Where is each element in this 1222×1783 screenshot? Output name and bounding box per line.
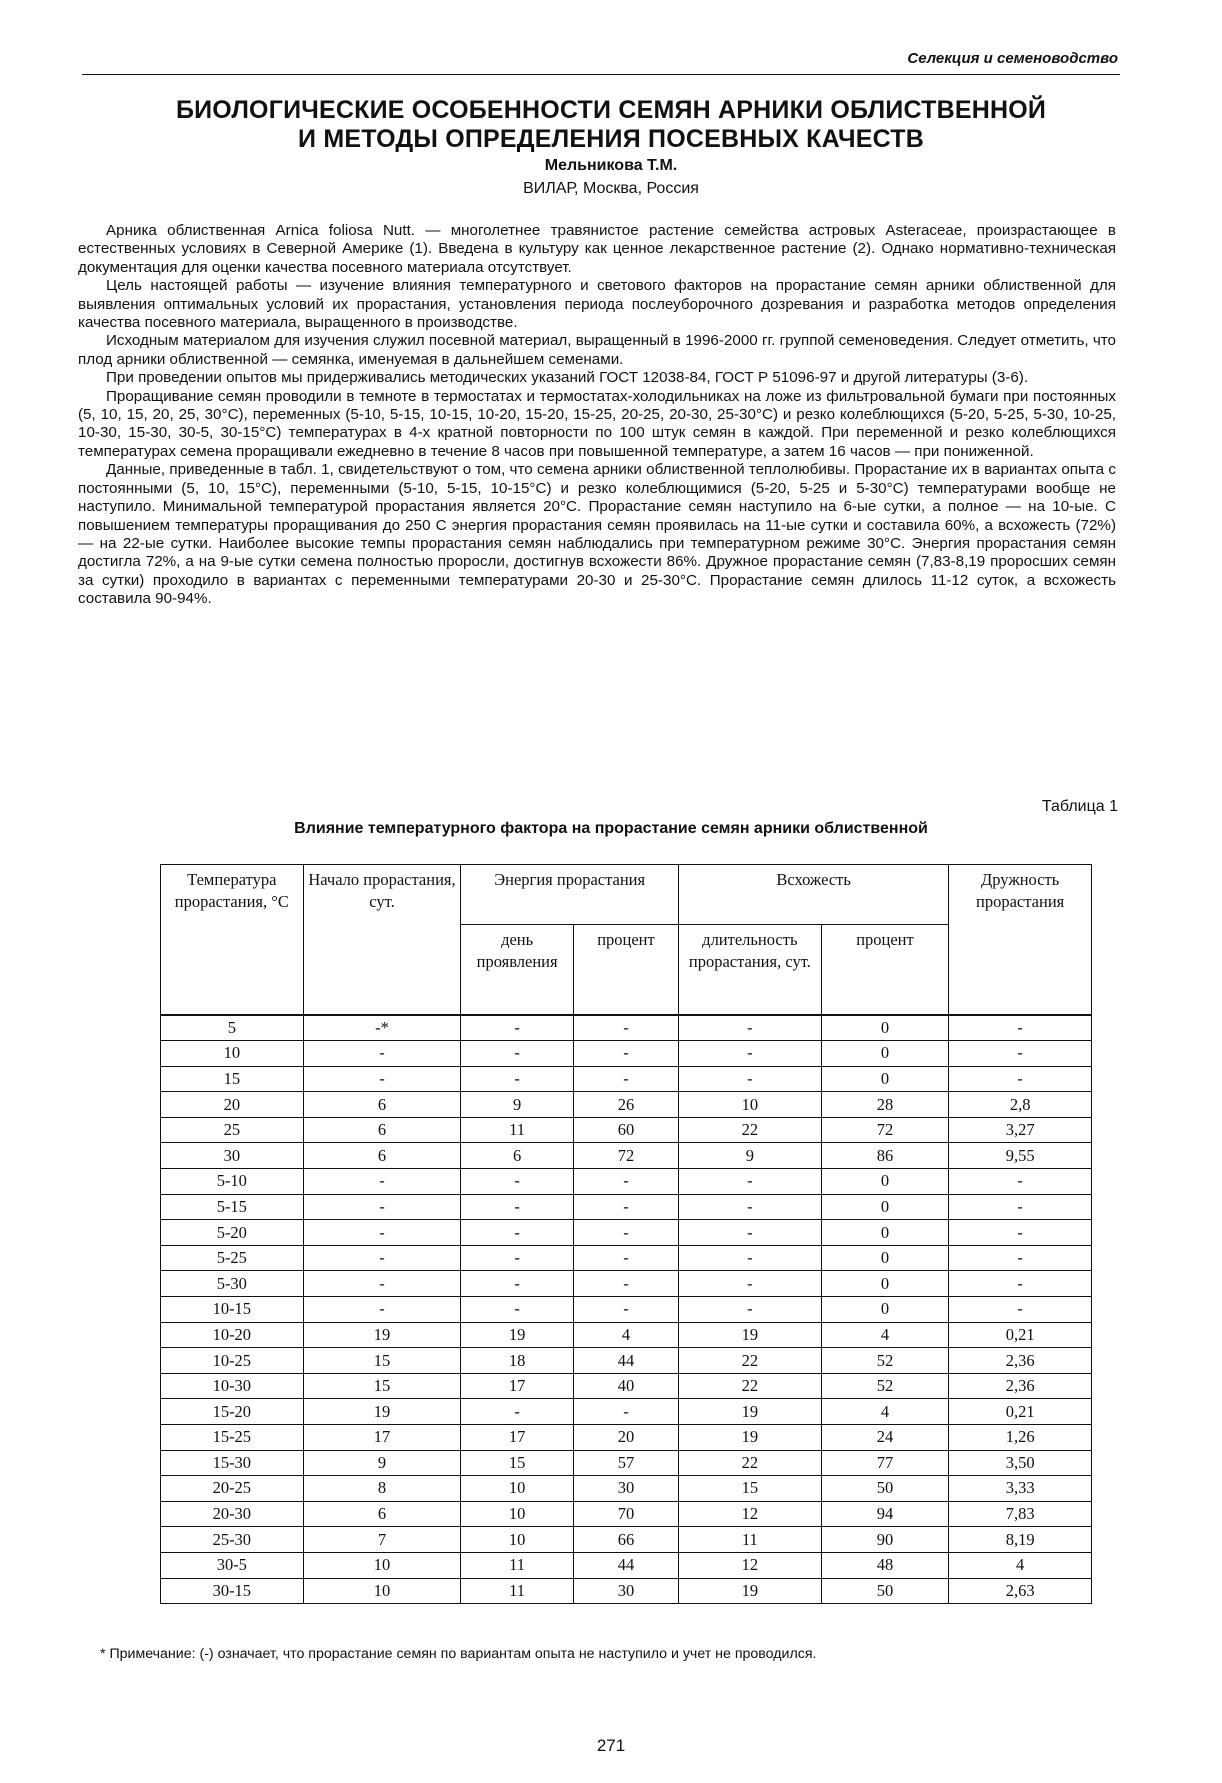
table-cell: 15	[303, 1373, 461, 1399]
table-cell: 15-30	[161, 1450, 304, 1476]
paragraph: Цель настоящей работы — изучение влияния температурного и светового факторов на прорастание семян арники облиственной для выявления оптимальных условий их прорастания, установления периода послеуборочного дозревания и разработка методов определения качества посевного материала, выращенного в производстве.	[78, 277, 1116, 332]
paragraph: Арника облиственная Arnica foliosa Nutt. — многолетнее травянистое растение семейства астровых Asteraceae, произрастающее в естественных условиях в Северной Америке (1). Введена в культуру как ценное лекарственное растение (2). Однако нормативно-техническая документация для оценки качества посевного материала отсутствует.	[78, 222, 1116, 276]
table-cell: 10	[161, 1041, 304, 1067]
table-cell: 4	[949, 1552, 1092, 1578]
table-cell: 3,33	[949, 1476, 1092, 1502]
table-cell: -	[949, 1015, 1092, 1041]
affiliation: ВИЛАР, Москва, Россия	[523, 180, 699, 197]
table-cell: -	[303, 1297, 461, 1323]
table-cell: 10	[461, 1501, 574, 1527]
table-cell: -	[679, 1041, 822, 1067]
table-cell: 5	[161, 1015, 304, 1041]
table-cell: -	[461, 1169, 574, 1195]
table-row	[161, 1348, 1092, 1374]
table-cell: 0	[821, 1297, 949, 1323]
table-cell: 0	[821, 1271, 949, 1297]
table-cell: 19	[303, 1322, 461, 1348]
table-cell: 40	[573, 1373, 678, 1399]
table-cell: 20-25	[161, 1476, 304, 1502]
table-cell: -	[461, 1041, 574, 1067]
table-cell: 12	[679, 1552, 822, 1578]
table-cell: 5-20	[161, 1220, 304, 1246]
col-header-germination: Всхожесть	[679, 865, 949, 925]
col-header-germination-percent: процент	[821, 925, 949, 1015]
table-cell: 2,36	[949, 1348, 1092, 1374]
table-cell: 70	[573, 1501, 678, 1527]
table-cell: -	[949, 1220, 1092, 1246]
table-cell: 11	[461, 1117, 574, 1143]
table-cell: 20-30	[161, 1501, 304, 1527]
article-body	[78, 222, 1116, 609]
table-row	[161, 1066, 1092, 1092]
table-cell: 19	[679, 1578, 822, 1604]
table-cell: 30	[573, 1578, 678, 1604]
title-line-2: И МЕТОДЫ ОПРЕДЕЛЕНИЯ ПОСЕВНЫХ КАЧЕСТВ	[298, 125, 924, 153]
table-cell: 10-15	[161, 1297, 304, 1323]
table-cell: 20	[161, 1092, 304, 1118]
table-cell: 6	[303, 1143, 461, 1169]
table-cell: 5-15	[161, 1194, 304, 1220]
table-row	[161, 1450, 1092, 1476]
germination-table	[160, 864, 1092, 1604]
paragraph: При проведении опытов мы придерживались методических указаний ГОСТ 12038-84, ГОСТ Р 51096-97 и другой литературы (3-6).	[106, 369, 1029, 387]
table-cell: 50	[821, 1476, 949, 1502]
table-cell: 25-30	[161, 1527, 304, 1553]
table-cell: -	[679, 1194, 822, 1220]
table-row	[161, 1297, 1092, 1323]
table-cell: -	[573, 1271, 678, 1297]
table-cell: -	[303, 1194, 461, 1220]
table-cell: 94	[821, 1501, 949, 1527]
table-cell: 0	[821, 1245, 949, 1271]
col-header-friendliness: Дружность прорастания	[949, 865, 1092, 1015]
paragraph: Проращивание семян проводили в темноте в термостатах и термостатах-холодильниках на ложе из фильтровальной бумаги при постоянных (5, 10, 15, 20, 25, 30°С), переменных (5-10, 5-15, 10-15, 10-20, 15-20, 15-25, 20-25, 20-30, 25-30°С) и резко колеблющихся (5-20, 5-25, 5-30, 10-25, 10-30, 15-30, 30-5, 30-15°С) температурах в 4-х кратной повторности по 100 штук семян в каждой. При переменной и резко колеблющихся температурах семена проращивали ежедневно в течение 8 часов при повышенной температуре, а затем 16 часов — при пониженной.	[78, 387, 1116, 460]
table-cell: -	[949, 1169, 1092, 1195]
table-body	[161, 1015, 1092, 1604]
table-cell: -	[573, 1194, 678, 1220]
table-cell: -	[303, 1041, 461, 1067]
table-cell: -	[573, 1297, 678, 1323]
table-cell: -	[303, 1066, 461, 1092]
table-cell: 22	[679, 1348, 822, 1374]
table-cell: 1,26	[949, 1425, 1092, 1451]
table-cell: -	[573, 1399, 678, 1425]
table-cell: 15	[679, 1476, 822, 1502]
table-cell: 52	[821, 1373, 949, 1399]
table-cell: -	[573, 1041, 678, 1067]
table-cell: 9	[461, 1092, 574, 1118]
table-cell: 72	[573, 1143, 678, 1169]
table-row	[161, 1194, 1092, 1220]
table-cell: 2,36	[949, 1373, 1092, 1399]
table-cell: 19	[461, 1322, 574, 1348]
table-row	[161, 1373, 1092, 1399]
table-cell: 26	[573, 1092, 678, 1118]
page-number: 271	[596, 1736, 626, 1755]
table-cell: -	[461, 1220, 574, 1246]
table-cell: 4	[821, 1322, 949, 1348]
table-cell: -	[461, 1271, 574, 1297]
table-cell: -	[949, 1245, 1092, 1271]
table-row	[161, 1527, 1092, 1553]
table-cell: -	[679, 1245, 822, 1271]
table-cell: -	[303, 1220, 461, 1246]
table-cell: 90	[821, 1527, 949, 1553]
table-cell: 15	[461, 1450, 574, 1476]
table-cell: 60	[573, 1117, 678, 1143]
table-cell: -	[949, 1297, 1092, 1323]
title-line-1: БИОЛОГИЧЕСКИЕ ОСОБЕННОСТИ СЕМЯН АРНИКИ ОБЛИСТВЕННОЙ	[175, 96, 1047, 124]
table-cell: 5-30	[161, 1271, 304, 1297]
table-cell: 19	[679, 1425, 822, 1451]
table-cell: 0	[821, 1220, 949, 1246]
table-cell: 77	[821, 1450, 949, 1476]
table-cell: 86	[821, 1143, 949, 1169]
col-header-temperature: Температура прорастания, °С	[161, 865, 304, 1015]
table-row	[161, 1169, 1092, 1195]
table-row	[161, 1399, 1092, 1425]
table-cell: -	[679, 1015, 822, 1041]
article-title	[100, 96, 1122, 154]
table-cell: 20	[573, 1425, 678, 1451]
author: Мельникова Т.М.	[544, 157, 678, 174]
table-cell: 10	[303, 1552, 461, 1578]
table-cell: 3,50	[949, 1450, 1092, 1476]
table-row	[161, 1220, 1092, 1246]
table-cell: 15	[161, 1066, 304, 1092]
table-cell: 25	[161, 1117, 304, 1143]
table-cell: -	[679, 1066, 822, 1092]
table-cell: -	[679, 1271, 822, 1297]
table-cell: 9	[679, 1143, 822, 1169]
table-cell: 10-25	[161, 1348, 304, 1374]
table-row	[161, 1092, 1092, 1118]
table-cell: -*	[303, 1015, 461, 1041]
table-cell: 7,83	[949, 1501, 1092, 1527]
table-cell: 0,21	[949, 1322, 1092, 1348]
table-cell: 10-20	[161, 1322, 304, 1348]
table-cell: -	[461, 1066, 574, 1092]
table-cell: 22	[679, 1450, 822, 1476]
table-cell: 9	[303, 1450, 461, 1476]
table-cell: 11	[461, 1578, 574, 1604]
table-cell: 8,19	[949, 1527, 1092, 1553]
table-cell: -	[573, 1169, 678, 1195]
table-cell: 2,8	[949, 1092, 1092, 1118]
table-row	[161, 1143, 1092, 1169]
table-row	[161, 1476, 1092, 1502]
table-cell: 0	[821, 1041, 949, 1067]
table-cell: 17	[461, 1373, 574, 1399]
table-cell: 15	[303, 1348, 461, 1374]
table-cell: 0	[821, 1194, 949, 1220]
table-cell: 57	[573, 1450, 678, 1476]
table-cell: 0	[821, 1015, 949, 1041]
table-cell: 3,27	[949, 1117, 1092, 1143]
table-row	[161, 1015, 1092, 1041]
header-rule	[82, 74, 1120, 75]
table-cell: 19	[679, 1399, 822, 1425]
table-cell: 19	[679, 1322, 822, 1348]
table-cell: 9,55	[949, 1143, 1092, 1169]
table-cell: -	[949, 1271, 1092, 1297]
table-cell: 12	[679, 1501, 822, 1527]
table-cell: 22	[679, 1373, 822, 1399]
table-cell: 7	[303, 1527, 461, 1553]
table-cell: 5-10	[161, 1169, 304, 1195]
table-cell: -	[573, 1245, 678, 1271]
col-header-energy-percent: процент	[573, 925, 678, 1015]
table-cell: -	[461, 1297, 574, 1323]
table-row	[161, 1501, 1092, 1527]
table-row	[161, 1245, 1092, 1271]
table-cell: 17	[461, 1425, 574, 1451]
table-cell: 0	[821, 1066, 949, 1092]
table-row	[161, 1271, 1092, 1297]
col-header-start: Начало прорастания, сут.	[303, 865, 461, 1015]
table-row	[161, 1578, 1092, 1604]
table-cell: -	[949, 1194, 1092, 1220]
table-cell: 0	[821, 1169, 949, 1195]
table-footnote: * Примечание: (-) означает, что прорастание семян по вариантам опыта не наступило и учет не проводился.	[100, 1646, 817, 1662]
table-cell: 44	[573, 1552, 678, 1578]
table-cell: 22	[679, 1117, 822, 1143]
table-cell: 11	[461, 1552, 574, 1578]
table-cell: 44	[573, 1348, 678, 1374]
table-cell: -	[461, 1194, 574, 1220]
table-cell: 6	[461, 1143, 574, 1169]
table-cell: 10	[303, 1578, 461, 1604]
table-cell: -	[679, 1169, 822, 1195]
table-cell: 30-15	[161, 1578, 304, 1604]
table-cell: 10	[461, 1476, 574, 1502]
table-cell: 6	[303, 1092, 461, 1118]
table-cell: 5-25	[161, 1245, 304, 1271]
table-cell: -	[573, 1220, 678, 1246]
table-cell: 18	[461, 1348, 574, 1374]
table-cell: 19	[303, 1399, 461, 1425]
table-cell: -	[573, 1015, 678, 1041]
table-cell: -	[461, 1245, 574, 1271]
table-row	[161, 1041, 1092, 1067]
table-cell: 11	[679, 1527, 822, 1553]
table-cell: -	[303, 1169, 461, 1195]
table-cell: 30	[573, 1476, 678, 1502]
table-label: Таблица 1	[1041, 798, 1118, 815]
table-cell: 2,63	[949, 1578, 1092, 1604]
table-cell: 48	[821, 1552, 949, 1578]
table-cell: 30	[161, 1143, 304, 1169]
table-cell: 10	[679, 1092, 822, 1118]
table-row	[161, 1322, 1092, 1348]
table-cell: 72	[821, 1117, 949, 1143]
table-cell: -	[679, 1220, 822, 1246]
col-header-germination-duration: длительность прорастания, сут.	[679, 925, 822, 1015]
running-head: Селекция и семеноводство	[907, 50, 1118, 67]
table-cell: 24	[821, 1425, 949, 1451]
table-cell: 10	[461, 1527, 574, 1553]
table-cell: 6	[303, 1117, 461, 1143]
table-cell: -	[949, 1041, 1092, 1067]
table-cell: 15-25	[161, 1425, 304, 1451]
table-cell: -	[303, 1271, 461, 1297]
col-header-energy-day: день проявления	[461, 925, 574, 1015]
table-cell: 4	[821, 1399, 949, 1425]
table-cell: 8	[303, 1476, 461, 1502]
table-cell: -	[303, 1245, 461, 1271]
table-cell: 66	[573, 1527, 678, 1553]
table-cell: 0,21	[949, 1399, 1092, 1425]
paragraph: Исходным материалом для изучения служил посевной материал, выращенный в 1996-2000 гг. группой семеноведения. Следует отметить, что плод арники облиственной — семянка, именуемая в дальнейшем семенами.	[78, 332, 1116, 368]
table-cell: 15-20	[161, 1399, 304, 1425]
table-cell: 10-30	[161, 1373, 304, 1399]
table-caption: Влияние температурного фактора на прорастание семян арники облиственной	[294, 820, 928, 837]
table-row	[161, 1117, 1092, 1143]
table-cell: -	[949, 1066, 1092, 1092]
table-row	[161, 1425, 1092, 1451]
col-header-energy: Энергия прорастания	[461, 865, 679, 925]
table-cell: 6	[303, 1501, 461, 1527]
paragraph: Данные, приведенные в табл. 1, свидетельствуют о том, что семена арники облиственной теплолюбивы. Прорастание их в вариантах опыта с постоянными (5, 10, 15°С), переменными (5-10, 5-15, 10-15°С) и резко колеблющимися (5-20, 5-25 и 5-30°С) температурами вообще не наступило. Минимальной температурой прорастания является 20°С. Прорастание семян наступило на 6-ые сутки, а полное — на 10-ые. С повышением температуры проращивания до 250 С энергия прорастания семян проявилась на 11-ые сутки и составила 60%, а всхожесть (72%) — на 22-ые сутки. Наиболее высокие темпы прорастания семян наблюдались при температурном режиме 30°С. Энергия прорастания семян достигла 72%, а на 9-ые сутки семена полностью проросли, достигнув всхожести 86%. Дружное прорастание семян (7,83-8,19 проросших семян за сутки) проходило в вариантах с переменными температурами 20-30 и 25-30°С. Прорастание семян длилось 11-12 суток, а всхожесть составила 90-94%.	[78, 461, 1116, 608]
table-cell: 4	[573, 1322, 678, 1348]
table-cell: -	[679, 1297, 822, 1323]
table-cell: 50	[821, 1578, 949, 1604]
table-cell: 30-5	[161, 1552, 304, 1578]
table-cell: 17	[303, 1425, 461, 1451]
table-cell: -	[461, 1015, 574, 1041]
table-cell: -	[461, 1399, 574, 1425]
table-cell: 28	[821, 1092, 949, 1118]
table-cell: -	[573, 1066, 678, 1092]
table-row	[161, 1552, 1092, 1578]
table-cell: 52	[821, 1348, 949, 1374]
